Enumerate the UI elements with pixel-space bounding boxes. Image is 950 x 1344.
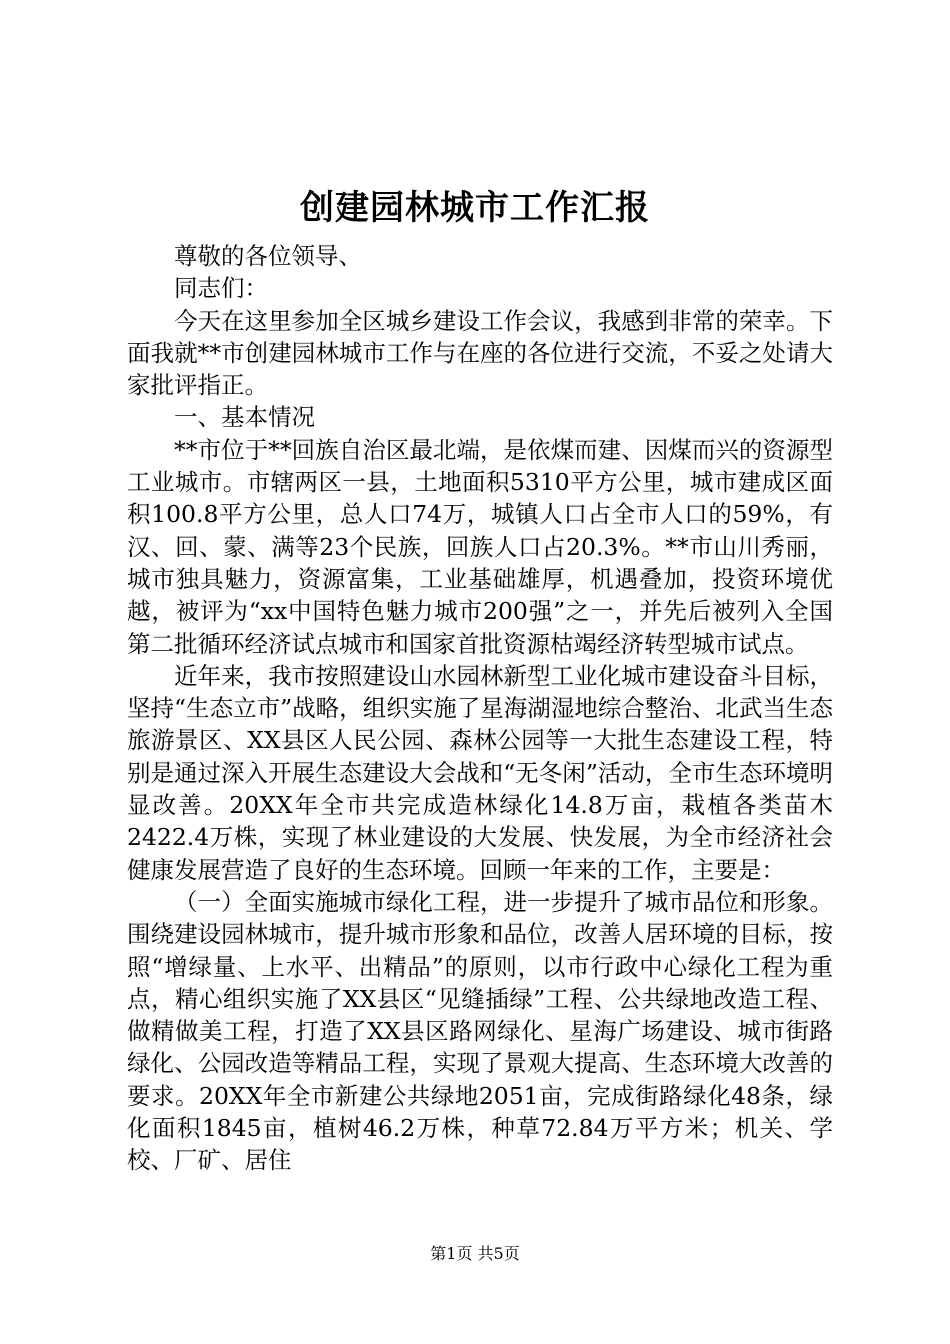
city-overview-paragraph: **市位于**回族自治区最北端，是依煤而建、因煤而兴的资源型工业城市。市辖两区一县，土地面积5310平方公里，城市建成区面积100.8平方公里，总人口74万，城镇人口占全市人口的59%，有汉、回、蒙、满等23个民族，回族人口占20.3%。**市山川秀丽，城市独具魅力，资源富集，工业基础雄厚，机遇叠加，投资环境优越，被评为“xx中国特色魅力城市200强”之一，并先后被列入全国第二批循环经济试点城市和国家首批资源枯竭经济转型城市试点。 xyxy=(127,435,833,658)
intro-paragraph: 今天在这里参加全区城乡建设工作会议，我感到非常的荣幸。下面我就**市创建园林城市工作与在座的各位进行交流，不妥之处请大家批评指正。 xyxy=(127,306,833,400)
section-heading-basic-situation: 一、基本情况 xyxy=(174,403,315,432)
page-number-footer: 第1页 共5页 xyxy=(430,1244,520,1263)
document-body xyxy=(127,240,833,1177)
salutation-line-2: 同志们： xyxy=(174,274,268,303)
salutation-line-1: 尊敬的各位领导、 xyxy=(174,242,362,270)
document-title: 创建园林城市工作汇报 xyxy=(300,188,650,228)
greening-project-paragraph: （一）全面实施城市绿化工程，进一步提升了城市品位和形象。围绕建设园林城市，提升城市形象和品位，改善人居环境的目标，按照“增绿量、上水平、出精品”的原则，以市行政中心绿化工程为重点，精心组织实施了XX县区“见缝插绿”工程、公共绿地改造工程、做精做美工程，打造了XX县区路网绿化、星海广场建设、城市街路绿化、公园改造等精品工程，实现了景观大提高、生态环境大改善的要求。20XX年全市新建公共绿地2051亩，完成街路绿化48条，绿化面积1845亩，植树46.2万株，种草72.84万平方米；机关、学校、厂矿、居住 xyxy=(127,887,833,1175)
recent-years-paragraph: 近年来，我市按照建设山水园林新型工业化城市建设奋斗目标，坚持“生态立市”战略，组织实施了星海湖湿地综合整治、北武当生态旅游景区、XX县区人民公园、森林公园等一大批生态建设工程，特别是通过深入开展生态建设大会战和“无冬闲”活动，全市生态环境明显改善。20XX年全市共完成造林绿化14.8万亩，栽植各类苗木2422.4万株，实现了林业建设的大发展、快发展，为全市经济社会健康发展营造了良好的生态环境。回顾一年来的工作，主要是： xyxy=(127,661,833,884)
